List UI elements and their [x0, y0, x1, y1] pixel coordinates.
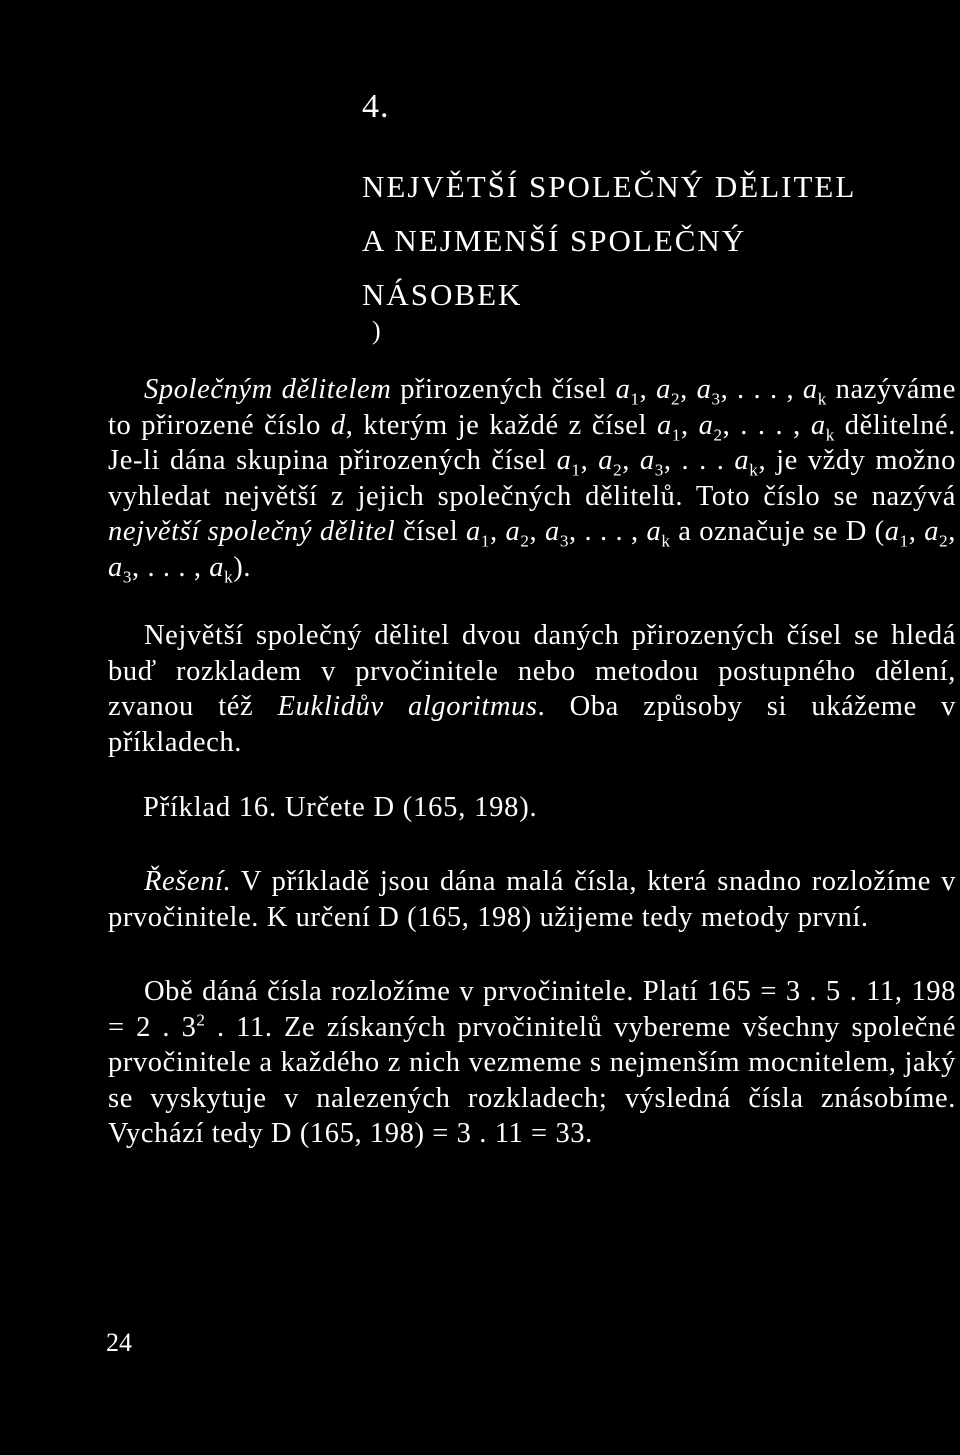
- text-run: ,: [639, 374, 657, 405]
- math-var: a: [556, 445, 572, 476]
- text-run: ,: [622, 445, 640, 476]
- paragraph-solution-steps: [108, 974, 956, 1152]
- example-heading: [143, 792, 537, 824]
- math-index: k: [224, 567, 234, 587]
- text-run: , . . . ,: [132, 551, 210, 583]
- math-index: 3: [122, 567, 133, 587]
- math-var: a: [884, 516, 900, 547]
- math-var: a: [466, 516, 481, 547]
- text-run: . 11. Ze získaných prvočinitelů vybereme všechny společné prvočinitele a každého z nich vezmeme s nejmenším mocnitelem, jaký se vyskytuje v nalezených rozkladech; výsledná čísla znásobíme. Vychází tedy D (165, 198) = 3 . 11 = 33.: [108, 1011, 956, 1149]
- math-index: 2: [520, 531, 530, 551]
- text-run: ,: [680, 374, 697, 405]
- math-var: a: [598, 445, 614, 476]
- text-run: ).: [233, 551, 252, 583]
- text-run: Největší společný dělitel dvou daných přirozených čísel se hledá buď rozkladem v prvočinitele nebo metodou postupného dělení, zvanou též: [108, 620, 956, 722]
- math-index: 1: [571, 460, 581, 480]
- text-run: , je vždy možno vyhledat největší z jejich společných dělitelů. Toto číslo se nazývá: [108, 445, 957, 512]
- math-var: a: [734, 445, 750, 476]
- math-index: 1: [630, 389, 640, 409]
- math-index: k: [749, 460, 759, 480]
- chapter-title: [362, 160, 856, 322]
- math-var: a: [656, 409, 672, 441]
- math-var: a: [639, 445, 655, 476]
- math-index: 3: [711, 389, 721, 409]
- math-var: a: [924, 516, 940, 547]
- text-run: , . . .: [663, 445, 735, 476]
- math-index: k: [825, 425, 835, 445]
- math-index: 1: [671, 425, 681, 445]
- text-run: ,: [948, 516, 957, 547]
- math-var: a: [615, 374, 631, 405]
- text-run: , kterým je každé z čísel: [345, 409, 657, 441]
- text-run: V příkladě jsou dána malá čísla, která snadno rozložíme v prvočinitele. K určení D (165, 198) užijeme tedy metody první.: [108, 866, 956, 933]
- text-run: Obě dáná čísla rozložíme v prvočinitele. Platí 165 = 3 . 5 . 11, 198 = 2 . 3: [108, 976, 956, 1043]
- math-var: a: [545, 516, 560, 547]
- math-var: d: [330, 409, 346, 441]
- math-var: a: [209, 551, 225, 583]
- term-common-divisor: Společným dělitelem: [144, 374, 392, 405]
- chapter-number: 4.: [362, 88, 390, 125]
- math-var: a: [646, 516, 662, 547]
- math-index: 1: [899, 531, 909, 551]
- math-index: 2: [939, 531, 949, 551]
- text-run: , . . . ,: [569, 516, 647, 547]
- solution-label: Řešení.: [144, 866, 232, 897]
- chapter-title-line-1: NEJVĚTŠÍ SPOLEČNÝ DĚLITEL: [362, 169, 857, 204]
- math-index: 3: [559, 531, 570, 551]
- math-var: a: [505, 516, 521, 547]
- text-run: ,: [580, 445, 599, 476]
- text-run: a označuje se D (: [670, 516, 885, 547]
- paragraph-definition-gcd: [108, 372, 956, 585]
- math-index: k: [817, 389, 827, 409]
- paragraph-solution-intro: [108, 864, 956, 935]
- text-run: , . . . ,: [722, 409, 811, 441]
- chapter-title-line-2: A NEJMENŠÍ SPOLEČNÝ: [362, 223, 747, 258]
- math-var: a: [810, 409, 826, 441]
- math-var: a: [108, 551, 123, 583]
- term-euclid-algorithm: Euklidův algoritmus: [277, 691, 538, 722]
- math-var: a: [696, 374, 712, 405]
- example-label: Příklad 16.: [143, 792, 277, 823]
- text-run: dělitelné. Je-li dána skupina přirozených čísel: [108, 409, 956, 476]
- math-index: 2: [613, 460, 623, 480]
- math-var: a: [802, 374, 818, 405]
- term-gcd: největší společný dělitel: [108, 516, 396, 547]
- text-run: ,: [908, 516, 925, 547]
- section-mark: ): [372, 316, 381, 345]
- page-number: 24: [106, 1328, 132, 1357]
- math-index: 2: [713, 425, 723, 445]
- example-task: Určete D (165, 198).: [276, 792, 538, 823]
- text-run: nazýváme to přirozené číslo: [108, 374, 956, 441]
- text-run: ,: [681, 409, 699, 441]
- paragraph-methods: [108, 618, 956, 760]
- text-run: , . . . ,: [720, 374, 803, 405]
- math-var: a: [698, 409, 714, 441]
- text-run: ,: [529, 516, 546, 547]
- text-run: . Oba způsoby si ukážeme v příkladech.: [108, 691, 957, 758]
- text-run: přirozených čísel: [391, 374, 616, 405]
- math-index: 3: [654, 460, 664, 480]
- chapter-title-line-3: NÁSOBEK: [362, 277, 523, 312]
- text-run: čísel: [395, 516, 467, 547]
- math-index: 2: [670, 389, 681, 409]
- math-index: k: [661, 531, 671, 551]
- math-var: a: [656, 374, 671, 405]
- text-run: ,: [490, 516, 506, 547]
- math-exponent: 2: [196, 1010, 206, 1029]
- math-index: 1: [480, 531, 491, 551]
